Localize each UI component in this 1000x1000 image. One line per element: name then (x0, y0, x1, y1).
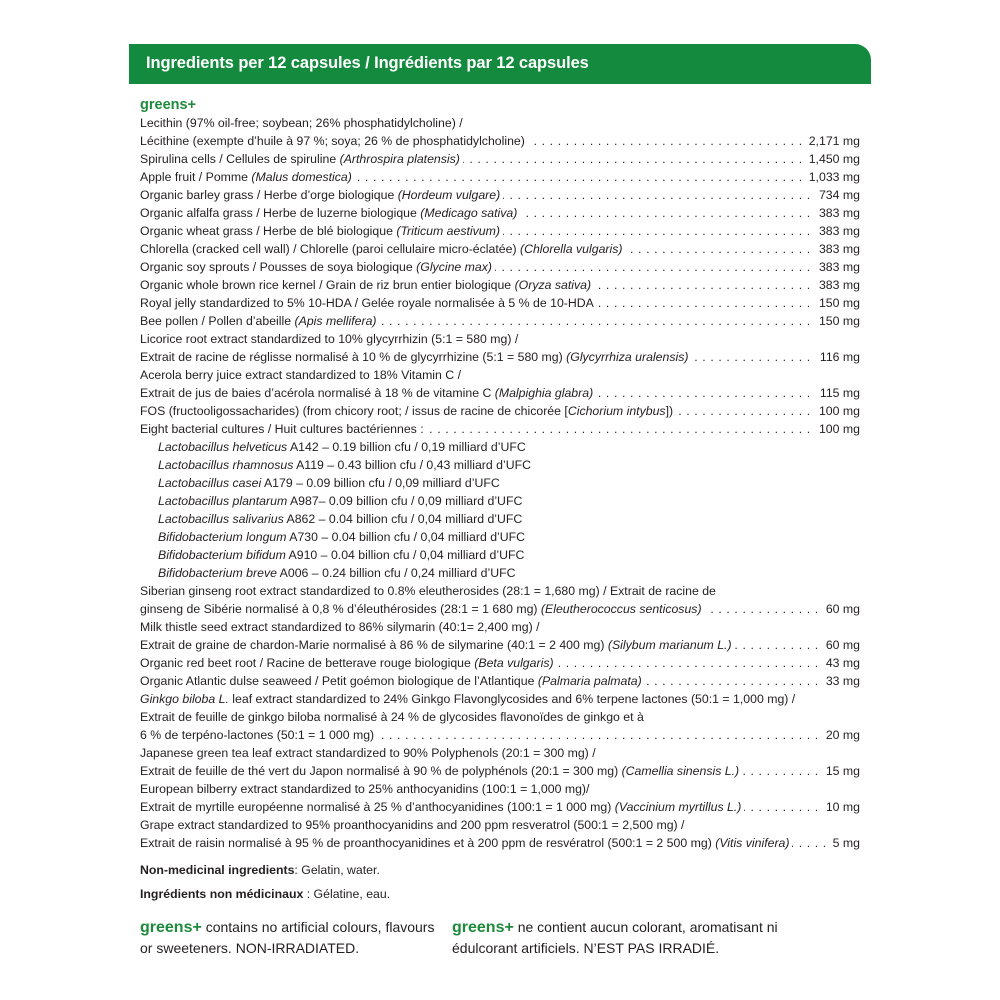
ingredient-label (140, 422, 427, 436)
label-text: Organic wheat grass / Herbe de blé biologique (140, 224, 397, 238)
label-text: A910 – 0.04 billion cfu / 0,04 milliard d’UFC (285, 548, 525, 562)
label-text: Eight bacterial cultures / Huit cultures bactériennes : (140, 422, 424, 436)
ingredient-label (140, 368, 464, 382)
label-text: A006 – 0.24 billion cfu / 0,24 milliard d’UFC (276, 566, 516, 580)
latin-name: (Camellia sinensis L.) (621, 764, 740, 778)
ingredient-row (140, 132, 860, 150)
ingredient-label (140, 638, 735, 652)
label-text: A142 – 0.19 billion cfu / 0,19 milliard d’UFC (287, 440, 526, 454)
ingredient-label (158, 476, 503, 490)
ingredient-amount: 33 mg (821, 672, 860, 690)
ingredient-row (140, 348, 860, 366)
ingredient-row (140, 294, 860, 312)
ingredient-label (140, 800, 744, 814)
ingredient-row (140, 312, 860, 330)
ingredient-amount: 383 mg (814, 276, 860, 294)
culture-row (140, 528, 860, 546)
label-text: A730 – 0.04 billion cfu / 0,04 milliard d’UFC (286, 530, 526, 544)
label-text: Organic soy sprouts / Pousses de soya biologique (140, 260, 417, 274)
latin-name: (Apis mellifera) (294, 314, 377, 328)
ingredient-label (140, 782, 592, 796)
ingredient-label (140, 818, 687, 832)
non-medicinal-ingredients-en (140, 863, 380, 877)
ingredient-label (140, 728, 377, 742)
label-text: Organic red beet root / Racine de betterave rouge biologique (140, 656, 475, 670)
culture-row (140, 510, 860, 528)
culture-row (140, 546, 860, 564)
ingredient-row (140, 762, 860, 780)
non-medicinal-text-fr: : Gélatine, eau. (303, 887, 391, 901)
latin-name: Lactobacillus casei (158, 476, 262, 490)
label-text: Bee pollen / Pollen d’abeille (140, 314, 295, 328)
ingredient-amount: 1,033 mg (804, 168, 860, 186)
label-text: ginseng de Sibérie normalisé à 0,8 % d’éleuthérosides (28:1 = 1 680 mg) (140, 602, 541, 616)
label-text: Organic alfalfa grass / Herbe de luzerne biologique (140, 206, 421, 220)
ingredient-label (140, 242, 625, 256)
label-text: Chlorella (cracked cell wall) / Chlorelle (paroi cellulaire micro-éclatée) (140, 242, 520, 256)
non-medicinal-text-en: : Gelatin, water. (294, 863, 380, 877)
label-text: FOS (fructooligossacharides) (from chicory root; / issus de racine de chicorée [ (140, 404, 568, 418)
ingredient-row (140, 582, 860, 600)
label-text: Milk thistle seed extract standardized to 86% silymarin (40:1= 2,400 mg) / (140, 620, 540, 634)
latin-name: (Beta vulgaris) (474, 656, 554, 670)
label-text: Royal jelly standardized to 5% 10-HDA / Gelée royale normalisée à 5 % de 10-HDA (140, 296, 594, 310)
label-text: Siberian ginseng root extract standardized to 0.8% eleutherosides (28:1 = 1,680 mg) / Extrait de racine de (140, 584, 716, 598)
ingredient-amount: 1,450 mg (804, 150, 860, 168)
label-text: Organic Atlantic dulse seaweed / Petit goémon biologique de l’Atlantique (140, 674, 538, 688)
label-text: Organic whole brown rice kernel / Grain de riz brun entier biologique (140, 278, 515, 292)
ingredient-label (140, 188, 503, 202)
ingredient-label (158, 458, 534, 472)
ingredient-amount: 150 mg (814, 294, 860, 312)
label-text: Apple fruit / Pomme (140, 170, 252, 184)
ingredient-amount: 2,171 mg (804, 132, 860, 150)
ingredient-label (140, 692, 798, 706)
label-text: European bilberry extract standardized to 25% anthocyanidins (100:1 = 1,000 mg)/ (140, 782, 590, 796)
non-medicinal-ingredients-fr (140, 887, 390, 901)
ingredient-label (140, 746, 599, 760)
ingredient-label (158, 530, 528, 544)
latin-name: (Glycyrrhiza uralensis) (566, 350, 689, 364)
ingredient-row (140, 420, 860, 438)
ingredient-row (140, 402, 860, 420)
ingredient-label (140, 224, 503, 238)
ingredient-row (140, 258, 860, 276)
ingredient-row (140, 384, 860, 402)
label-text: A862 – 0.04 billion cfu / 0,04 milliard d’UFC (283, 512, 523, 526)
ingredient-row (140, 330, 860, 348)
non-medicinal-label-fr: Ingrédients non médicinaux (140, 887, 304, 901)
label-text: leaf extract standardized to 24% Ginkgo Flavonglycosides and 6% terpene lactones (50:1 = 1,000 mg) / (228, 692, 796, 706)
label-text: ]) (665, 404, 674, 418)
ingredient-label (140, 296, 597, 310)
ingredient-label (140, 710, 647, 724)
label-text: Extrait de feuille de ginkgo biloba normalisé à 24 % de glycosides flavonoïdes de ginkgo et à (140, 710, 644, 724)
ingredient-label (140, 260, 495, 274)
latin-name: (Oryza sativa) (514, 278, 592, 292)
ingredient-label (140, 404, 676, 418)
label-text: Extrait de myrtille européenne normalisé à 25 % d’anthocyanidines (100:1 = 1 000 mg) (140, 800, 615, 814)
ingredient-label (140, 116, 466, 130)
ingredient-label (158, 548, 527, 562)
ingredient-label (140, 620, 543, 634)
label-text: Japanese green tea leaf extract standardized to 90% Polyphenols (20:1 = 300 mg) / (140, 746, 596, 760)
ingredient-amount: 15 mg (821, 762, 860, 780)
latin-name: (Vitis vinifera) (715, 836, 790, 850)
ingredient-row (140, 240, 860, 258)
latin-name: (Glycine max) (416, 260, 492, 274)
culture-row (140, 474, 860, 492)
ingredient-row (140, 204, 860, 222)
ingredients-header-bar (129, 44, 871, 84)
footer-text-fr: ne contient aucun colorant, aromatisant ni édulcorant artificiels. N’EST PAS IRRADIÉ. (452, 919, 778, 956)
ingredient-amount: 734 mg (814, 186, 860, 204)
latin-name: Lactobacillus helveticus (158, 440, 288, 454)
footer-text-en: contains no artificial colours, flavours or sweeteners. NON-IRRADIATED. (140, 919, 435, 956)
ingredient-row (140, 816, 860, 834)
ingredient-amount: 10 mg (821, 798, 860, 816)
latin-name: Lactobacillus rhamnosus (158, 458, 294, 472)
latin-name: (Eleutherococcus senticosus) (540, 602, 702, 616)
ingredient-row (140, 744, 860, 762)
ingredient-amount: 383 mg (814, 258, 860, 276)
latin-name: (Malpighia glabra) (494, 386, 594, 400)
ingredient-label (140, 602, 705, 616)
ingredient-label (140, 350, 691, 364)
ingredient-amount: 383 mg (814, 222, 860, 240)
label-text: Extrait de raisin normalisé à 95 % de proanthocyanidines et à 200 ppm de resvératrol (500:1 = 2 500 mg) (140, 836, 716, 850)
ingredient-row (140, 366, 860, 384)
ingredient-label (140, 584, 719, 598)
latin-name: Lactobacillus plantarum (158, 494, 288, 508)
ingredient-list (140, 114, 860, 852)
ingredient-label (158, 512, 525, 526)
ingredient-row (140, 618, 860, 636)
latin-name: (Triticum aestivum) (396, 224, 500, 238)
ingredient-row (140, 726, 860, 744)
ingredient-amount: 150 mg (814, 312, 860, 330)
ingredient-row (140, 150, 860, 168)
latin-name: Bifidobacterium bifidum (158, 548, 286, 562)
ingredient-amount: 43 mg (821, 654, 860, 672)
ingredient-row (140, 186, 860, 204)
ingredient-label (140, 332, 521, 346)
latin-name: (Palmaria palmata) (537, 674, 642, 688)
ingredient-row (140, 114, 860, 132)
latin-name: (Silybum marianum L.) (607, 638, 732, 652)
ingredient-amount: 60 mg (821, 636, 860, 654)
culture-row (140, 492, 860, 510)
ingredient-amount: 383 mg (814, 240, 860, 258)
label-text: A179 – 0.09 billion cfu / 0,09 milliard d’UFC (261, 476, 500, 490)
ingredients-title: Ingredients per 12 capsules / Ingrédients par 12 capsules (146, 54, 589, 72)
latin-name: (Medicago sativa) (420, 206, 518, 220)
footer-brand-en: greens+ (140, 919, 202, 936)
culture-row (140, 456, 860, 474)
ingredient-amount: 115 mg (815, 384, 860, 402)
label-text: Organic barley grass / Herbe d’orge biologique (140, 188, 398, 202)
ingredient-amount: 116 mg (815, 348, 860, 366)
ingredient-row (140, 690, 860, 708)
latin-name: Ginkgo biloba L. (140, 692, 229, 706)
ingredient-row (140, 600, 860, 618)
latin-name: Bifidobacterium breve (158, 566, 277, 580)
ingredient-label (140, 674, 645, 688)
brand-heading: greens+ (140, 97, 197, 113)
ingredient-amount: 100 mg (814, 402, 860, 420)
ingredient-amount: 20 mg (821, 726, 860, 744)
ingredient-label (140, 386, 596, 400)
latin-name: (Malus domestica) (251, 170, 352, 184)
ingredient-label (140, 656, 557, 670)
ingredient-amount: 5 mg (828, 834, 860, 852)
culture-row (140, 564, 860, 582)
ingredient-amount: 60 mg (821, 600, 860, 618)
ingredient-label (140, 836, 792, 850)
latin-name: (Arthrospira platensis) (339, 152, 460, 166)
ingredient-row (140, 654, 860, 672)
ingredient-amount: 383 mg (814, 204, 860, 222)
label-text: Lecithin (97% oil-free; soybean; 26% phosphatidylcholine) / (140, 116, 463, 130)
latin-name: (Hordeum vulgare) (397, 188, 501, 202)
label-text: Licorice root extract standardized to 10% glycyrrhizin (5:1 = 580 mg) / (140, 332, 519, 346)
ingredient-row (140, 834, 860, 852)
ingredient-row (140, 276, 860, 294)
ingredient-label (140, 314, 380, 328)
ingredient-label (158, 566, 518, 580)
ingredient-label (140, 764, 742, 778)
ingredient-row (140, 168, 860, 186)
label-text: Acerola berry juice extract standardized to 18% Vitamin C / (140, 368, 462, 382)
latin-name: Bifidobacterium longum (158, 530, 287, 544)
latin-name: (Chlorella vulgaris) (519, 242, 623, 256)
label-text: Extrait de jus de baies d’acérola normalisé à 18 % de vitamine C (140, 386, 495, 400)
label-text: Lécithine (exempte d’huile à 97 %; soya; 26 % de phosphatidylcholine) (140, 134, 525, 148)
ingredient-label (140, 170, 355, 184)
label-text: Spirulina cells / Cellules de spiruline (140, 152, 340, 166)
label-text: Extrait de racine de réglisse normalisé à 10 % de glycyrrhizine (5:1 = 580 mg) (140, 350, 567, 364)
ingredient-label (140, 152, 463, 166)
label-text: A119 – 0.43 billion cfu / 0,43 milliard d’UFC (293, 458, 531, 472)
footer-statement-en (140, 917, 450, 958)
non-medicinal-label-en: Non-medicinal ingredients (140, 863, 295, 877)
footer-statement-fr (452, 917, 822, 958)
culture-row (140, 438, 860, 456)
ingredient-row (140, 636, 860, 654)
ingredient-label (140, 206, 520, 220)
latin-name: Cichorium intybus (567, 404, 666, 418)
latin-name: (Vaccinium myrtillus L.) (614, 800, 742, 814)
ingredient-row (140, 708, 860, 726)
ingredient-row (140, 798, 860, 816)
ingredient-row (140, 222, 860, 240)
ingredient-label (158, 494, 525, 508)
latin-name: Lactobacillus salivarius (158, 512, 284, 526)
label-text: Extrait de graine de chardon-Marie normalisé à 86 % de silymarine (40:1 = 2 400 mg) (140, 638, 608, 652)
ingredient-row (140, 672, 860, 690)
label-text: Grape extract standardized to 95% proanthocyanidins and 200 ppm resveratrol (500:1 = 2,500 mg) / (140, 818, 685, 832)
ingredient-label (158, 440, 529, 454)
ingredient-amount: 100 mg (814, 420, 860, 438)
footer-brand-fr: greens+ (452, 919, 514, 936)
ingredient-label (140, 134, 528, 148)
ingredient-row (140, 780, 860, 798)
ingredient-label (140, 278, 594, 292)
label-text: A987– 0.09 billion cfu / 0,09 milliard d’UFC (287, 494, 523, 508)
label-text: Extrait de feuille de thé vert du Japon normalisé à 90 % de polyphénols (20:1 = 300 mg) (140, 764, 622, 778)
label-text: 6 % de terpéno-lactones (50:1 = 1 000 mg) (140, 728, 375, 742)
